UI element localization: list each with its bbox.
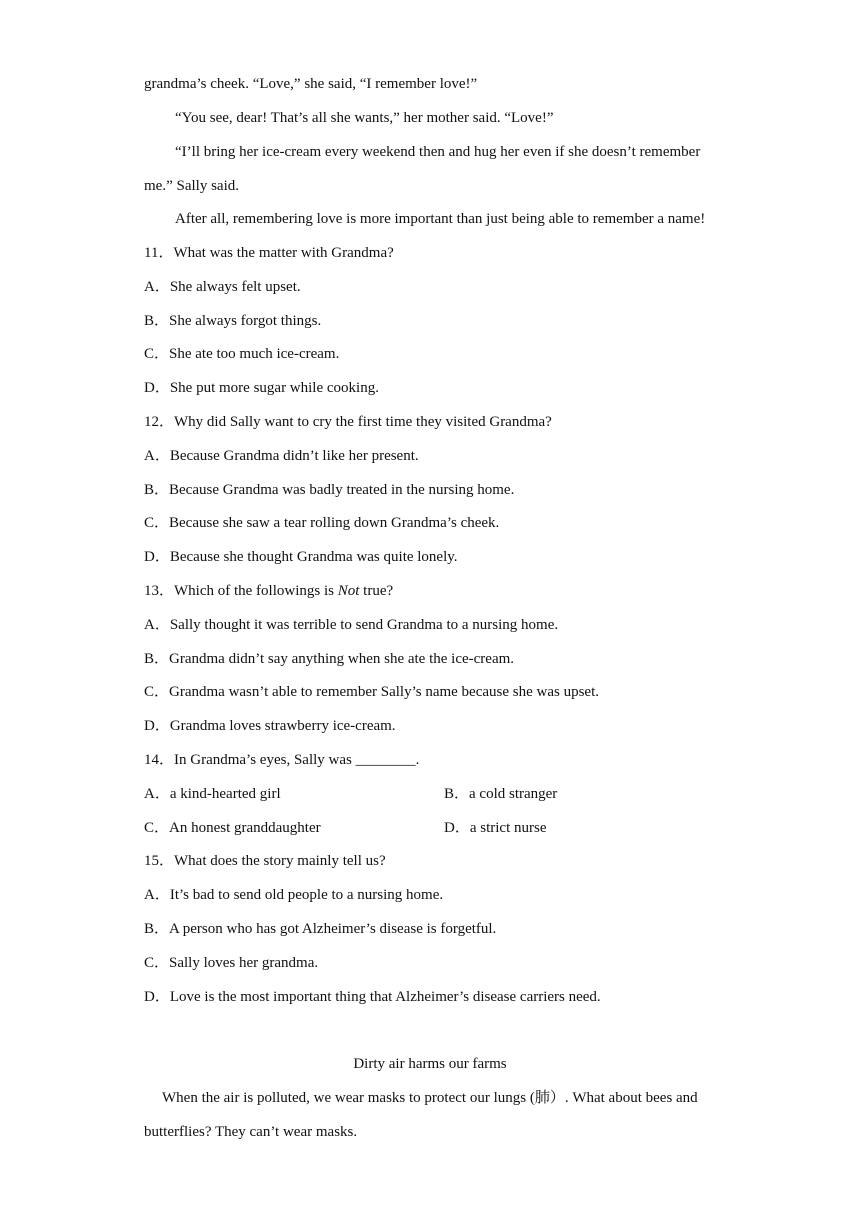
question-14-option-a: A．a kind-hearted girl <box>144 786 281 802</box>
question-13-stem <box>144 582 393 600</box>
question-13-stem-start: 13．Which of the followings is <box>144 583 338 599</box>
passage-paragraph-continuation: butterflies? They can’t wear masks. <box>144 1124 358 1140</box>
question-14-option-c: C．An honest granddaughter <box>144 820 321 836</box>
question-12-option-c: C．Because she saw a tear rolling down Grandma’s cheek. <box>144 515 500 531</box>
question-11-option-d: D．She put more sugar while cooking. <box>144 380 379 396</box>
story-paragraph: “I’ll bring her ice-cream every weekend then and hug her even if she doesn’t remember <box>175 144 701 160</box>
question-15-stem: 15．What does the story mainly tell us? <box>144 853 386 869</box>
question-13-option-d: D．Grandma loves strawberry ice-cream. <box>144 718 396 734</box>
question-15-option-c: C．Sally loves her grandma. <box>144 955 319 971</box>
story-paragraph: “You see, dear! That’s all she wants,” her mother said. “Love!” <box>175 110 554 126</box>
question-13-option-b: B．Grandma didn’t say anything when she ate the ice-cream. <box>144 651 515 667</box>
question-11-option-c: C．She ate too much ice-cream. <box>144 346 340 362</box>
story-paragraph-continuation: me.” Sally said. <box>144 178 239 194</box>
passage-title: Dirty air harms our farms <box>353 1056 507 1072</box>
question-13-stem-emphasis: Not <box>337 583 360 599</box>
question-12-option-b: B．Because Grandma was badly treated in the nursing home. <box>144 482 515 498</box>
question-11-stem: 11．What was the matter with Grandma? <box>144 245 394 261</box>
question-12-option-d: D．Because she thought Grandma was quite lonely. <box>144 549 458 565</box>
question-13-stem-end: true? <box>359 583 394 599</box>
question-12-stem: 12．Why did Sally want to cry the first time they visited Grandma? <box>144 414 552 430</box>
question-13-option-c: C．Grandma wasn’t able to remember Sally’s name because she was upset. <box>144 684 600 700</box>
question-14-option-b: B．a cold stranger <box>444 786 558 802</box>
question-15-option-a: A．It’s bad to send old people to a nursing home. <box>144 887 444 903</box>
question-11-option-a: A．She always felt upset. <box>144 279 301 295</box>
question-13-option-a: A．Sally thought it was terrible to send Grandma to a nursing home. <box>144 617 559 633</box>
question-15-option-b: B．A person who has got Alzheimer’s disease is forgetful. <box>144 921 497 937</box>
passage-paragraph: When the air is polluted, we wear masks to protect our lungs (肺）. What about bees and <box>162 1090 698 1106</box>
question-12-option-a: A．Because Grandma didn’t like her present. <box>144 448 419 464</box>
question-14-option-d: D．a strict nurse <box>444 820 547 836</box>
story-paragraph: After all, remembering love is more important than just being able to remember a name! <box>175 211 706 227</box>
story-paragraph-end: grandma’s cheek. “Love,” she said, “I remember love!” <box>144 76 478 92</box>
question-14-stem: 14．In Grandma’s eyes, Sally was ________. <box>144 752 420 768</box>
question-15-option-d: D．Love is the most important thing that Alzheimer’s disease carriers need. <box>144 989 601 1005</box>
question-11-option-b: B．She always forgot things. <box>144 313 322 329</box>
